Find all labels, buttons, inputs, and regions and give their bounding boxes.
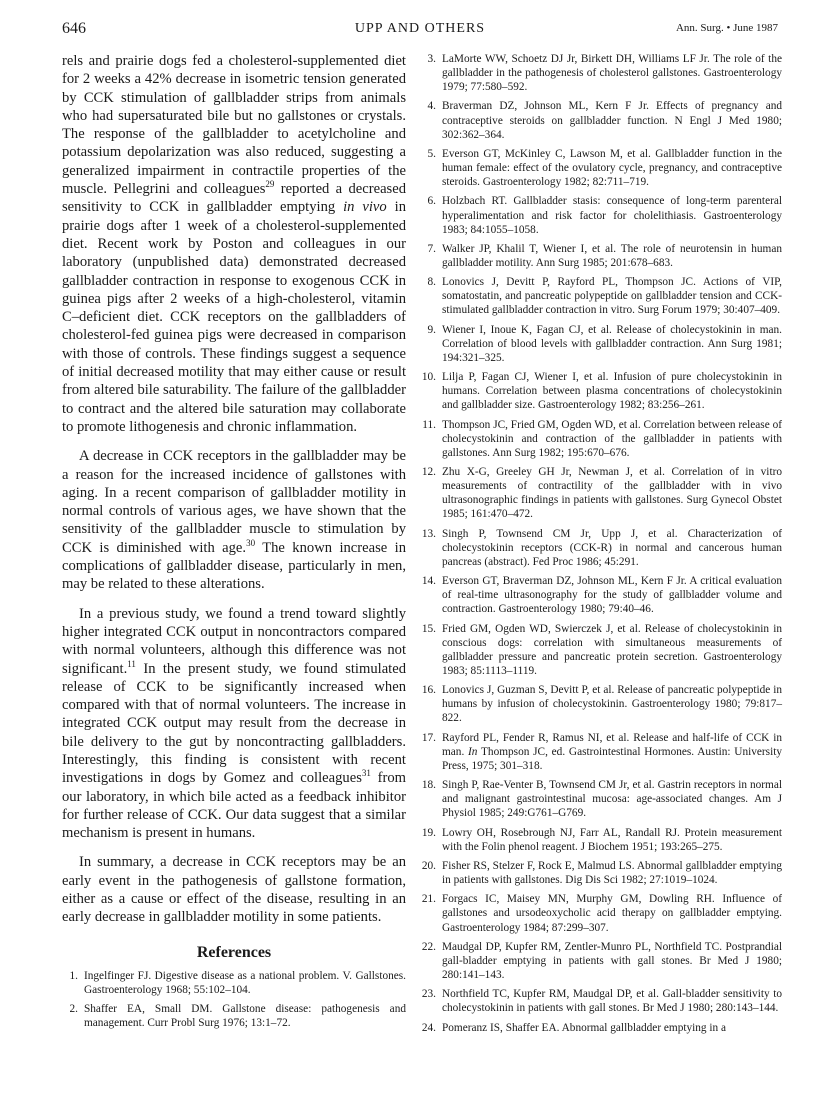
reference-item: 10. Lilja P, Fagan CJ, Wiener I, et al. Infusion of pure cholecystokinin in humans. Correlation between plasma concentrations of cholecystokinin and gallbladder size. Gastroenterology 1982; 83:256–261. [421, 371, 782, 412]
reference-item: 1. Ingelfinger FJ. Digestive disease as a national problem. V. Gallstones. Gastroenterology 1968; 55:102–104. [69, 969, 406, 996]
reference-item: 22. Maudgal DP, Kupfer RM, Zentler-Munro PL, Northfield TC. Postprandial gall-bladder emptying in patients with gall stones. Br Med J 1980; 280:141–143. [421, 940, 782, 981]
reference-item: 3. LaMorte WW, Schoetz DJ Jr, Birkett DH, Williams LF Jr. The role of the gallbladder in the pathogenesis of cholesterol gallstones. Gastroenterology 1979; 77:580–592. [427, 53, 782, 94]
citation-29: 29 [265, 179, 275, 190]
running-head: UPP AND OTHERS [354, 21, 486, 36]
reference-item: 21. Forgacs IC, Maisey MN, Murphy GM, Dowling RH. Influence of gallstones and ursodeoxycholic acid therapy on gallbladder emptying. Gastroenterology 1984; 87:299–307. [421, 893, 782, 934]
reference-item: 14. Everson GT, Braverman DZ, Johnson ML, Kern F Jr. A critical evaluation of real-time ultrasonography for the study of gallbladder volume and contraction. Gastroenterology 1980; 79:40–46. [421, 575, 782, 616]
reference-item: 13. Singh P, Townsend CM Jr, Upp J, et al. Characterization of cholecystokinin receptors (CCK-R) in normal and cancerous human pancreas (abstract). Fed Proc 1986; 45:291. [421, 527, 782, 568]
references-heading: References [196, 943, 272, 961]
citation-31: 31 [361, 768, 371, 779]
reference-item: 12. Zhu X-G, Greeley GH Jr, Newman J, et al. Correlation of in vitro measurements of contractility of the gallbladder with in vivo ultrasonographic findings in patients with gallstones. Surg Gynecol Obstet 1985; 161:470–472. [421, 466, 782, 521]
reference-item: 11. Thompson JC, Fried GM, Ogden WD, et al. Correlation between release of cholecystokinin and contraction of the gallbladder in patients with gallstones. Ann Surg 1982; 195:670–676. [422, 418, 782, 459]
citation-11: 11 [127, 658, 136, 669]
reference-list-left [62, 969, 406, 1031]
paragraph-2: A decrease in CCK receptors in the gallbladder may be a reason for the increased incidence of gallstones with aging. In a recent comparison of gallbladder motility in normal controls of various ages, we have shown that the sensitivity of the gallbladder muscle to stimulation by CCK is diminished with age.$^{30}$ The known increase in complications of gallbladder disease, particularly in men, may be related to these alterations. [62, 448, 406, 593]
reference-item: 4. Braverman DZ, Johnson ML, Kern F Jr. Effects of pregnancy and contraceptive steroids on gallbladder function. N Engl J Med 1980; 302:362–364. [427, 100, 782, 141]
paragraph-3: In a previous study, we found a trend toward slightly higher integrated CCK output in noncontractors compared with normal volunteers, although this difference was not significant.$^{11}$ In the present study, we found stimulated release of CCK to be significantly increased when compared with that of normal volunteers. The increase in integrated CCK output may result from the decrease in bile delivery to the gut by noncontracting gallbladders. Interestingly, this finding is consistent with recent investigations in dogs by Gomez and colleagues$^{31}$ from our laboratory, in which bile acted as a feedback inhibitor for further release of CCK. Our data suggest that a similar mechanism is present in humans. [62, 605, 406, 842]
reference-item: 19. Lowry OH, Rosebrough NJ, Farr AL, Randall RJ. Protein measurement with the Folin phenol reagent. J Biochem 1951; 193:265–275. [421, 826, 782, 853]
paragraph-1: rels and prairie dogs fed a cholesterol-supplemented diet for 2 weeks a 42% decrease in isometric tension generated by CCK stimulation of gallbladder strips from animals who had supersaturated bile but no gallstones or crystals. The response of the gallbladder to acetylcholine and potassium depolarization was also reduced, suggesting a generalized impairment in contractile properties of the muscle. Pellegrini and colleagues$^{29}$ reported a decreased sensitivity to CCK in gallbladder emptying in vivo in prairie dogs after 1 week of a cholesterol-supplemented diet. Recent work by Poston and colleagues in our laboratory (unpublished data) demonstrated decreased gallbladder contraction in response to exogenous CCK in guinea pigs after 2 weeks of a high-cholesterol, vitamin C–deficient diet. CCK receptors on the gallbladders of cholesterol-fed guinea pigs were decreased in comparison with those of controls. These findings suggest a sequence of initial decreased motility that may either cause or result from altered bile saturability. The failure of the gallbladder to contract and the altered bile saturation may collaborate to promote lithogenesis and chronic inflammation. [62, 53, 407, 435]
left-column [62, 52, 406, 1035]
reference-item: 9. Wiener I, Inoue K, Fagan CJ, et al. Release of cholecystokinin in man. Correlation of blood levels with gallbladder contraction. Ann Surg 1981; 194:321–325. [427, 323, 782, 364]
journal-reference: Ann. Surg. • June 1987 [675, 22, 778, 34]
reference-item: 5. Everson GT, McKinley C, Lawson M, et al. Gallbladder function in the human female: effect of the ovulatory cycle, pregnancy, and contraceptive steroids. Gastroenterology 1982; 82:711–719. [427, 147, 782, 189]
reference-item: 17. Rayford PL, Fender R, Ramus NI, et al. Release and half-life of CCK in man. In Thompson JC, ed. Gastrointestinal Hormones. Austin: University Press, 1975; 301–318. [421, 731, 782, 772]
page-header [62, 14, 778, 40]
paragraph-4: In summary, a decrease in CCK receptors may be an early event in the pathogenesis of gallstone formation, either as a cause or effect of the disease, resulting in an early decrease in gallbladder motility in some patients. [62, 854, 406, 926]
reference-item: 6. Holzbach RT. Gallbladder stasis: consequence of long-term parenteral hyperalimentation and risk factor for cholelithiasis. Gastroenterology 1983; 84:1055–1058. [427, 195, 782, 236]
reference-item: 8. Lonovics J, Devitt P, Rayford PL, Thompson JC. Actions of VIP, somatostatin, and pancreatic polypeptide on gallbladder tension and CCK-stimulated gallbladder contraction in vitro. Surg Forum 1979; 30:407–409. [427, 276, 782, 317]
reference-list-right [420, 52, 782, 1035]
reference-item: 24. Pomeranz IS, Shaffer EA. Abnormal gallbladder emptying in a [421, 1021, 727, 1034]
citation-30: 30 [246, 537, 256, 548]
reference-item: 18. Singh P, Rae-Venter B, Townsend CM Jr, et al. Gastrin receptors in normal and malignant gastrointestinal mucosa: age-associated changes. Am J Physiol 1985; 249:G761–G769. [421, 779, 782, 820]
reference-item: 20. Fisher RS, Stelzer F, Rock E, Malmud LS. Abnormal gallbladder emptying in patients with gallstones. Dig Dis Sci 1982; 27:1019–1024. [421, 859, 782, 887]
reference-item: 15. Fried GM, Ogden WD, Swierczek J, et al. Release of cholecystokinin in conscious dogs: correlation with simultaneous measurements of gallbladder pressure and pancreatic protein secretion. Gastroenterology 1983; 85:1113–1119. [421, 622, 782, 677]
reference-item: 16. Lonovics J, Guzman S, Devitt P, et al. Release of pancreatic polypeptide in humans by infusion of cholecystokinin. Gastroenterology 1980; 79:817–822. [421, 684, 782, 725]
right-column [420, 52, 782, 1040]
page-number: 646 [62, 20, 86, 37]
reference-item: 7. Walker JP, Khalil T, Wiener I, et al. The role of neurotensin in human gallbladder motility. Ann Surg 1985; 201:678–683. [427, 242, 782, 269]
reference-item: 2. Shaffer EA, Small DM. Gallstone disease: pathogenesis and management. Curr Probl Surg 1976; 13:1–72. [69, 1003, 406, 1030]
reference-item: 23. Northfield TC, Kupfer RM, Maudgal DP, et al. Gall-bladder sensitivity to cholecystokinin in patients with gall stones. Br Med J 1980; 280:143–144. [421, 988, 782, 1015]
discussion-text [62, 52, 406, 927]
